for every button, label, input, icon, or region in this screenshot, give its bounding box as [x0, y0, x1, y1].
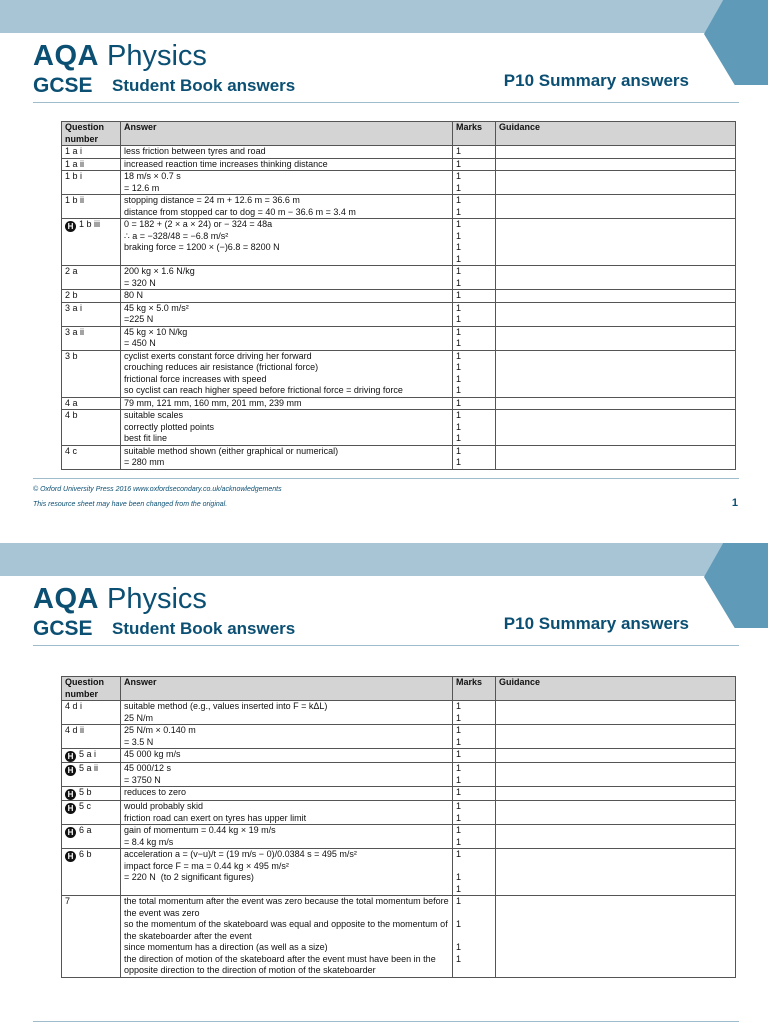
- answer-line: = 8.4 kg m/s: [124, 836, 174, 847]
- table-row: [62, 397, 736, 410]
- mark-value: 1: [456, 158, 462, 169]
- table-header-row: [62, 122, 736, 146]
- copyright-text: © Oxford University Press 2016 www.oxfordsecondary.co.uk/acknowledgements: [33, 486, 282, 493]
- answers-table-page-2: [61, 676, 736, 978]
- mark-value: 1: [456, 849, 462, 859]
- guidance-cell: [496, 350, 736, 397]
- mark-value: 1: [456, 787, 462, 797]
- marks-cell: [453, 825, 496, 849]
- marks-cell: [453, 849, 496, 896]
- answer-line: acceleration a = (v−u)/t = (19 m/s − 0)/0.0384 s = 495 m/s²: [124, 849, 357, 859]
- question-number: 2 b: [65, 290, 78, 300]
- answer-line: =225 N: [124, 314, 154, 324]
- marks-cell: [453, 171, 496, 195]
- answer-cell: [121, 302, 453, 326]
- answer-line: correctly plotted points: [124, 421, 215, 432]
- question-number-cell: [62, 219, 121, 266]
- answer-line: 45 000/12 s: [124, 763, 172, 773]
- table-row: [62, 825, 736, 849]
- higher-tier-icon: H: [65, 827, 76, 838]
- table-row: [62, 195, 736, 219]
- summary-title: P10 Summary answers: [503, 71, 689, 90]
- answer-line: 18 m/s × 0.7 s: [124, 171, 181, 181]
- mark-value: 1: [456, 872, 462, 882]
- guidance-cell: [496, 825, 736, 849]
- table-row: [62, 445, 736, 469]
- question-number-cell: [62, 763, 121, 787]
- table-row: [62, 158, 736, 171]
- answer-cell: [121, 171, 453, 195]
- aqa-logo: AQA: [33, 40, 99, 72]
- col-answer: Answer: [121, 122, 453, 146]
- question-number-cell: [62, 725, 121, 749]
- header-rule: [33, 645, 739, 646]
- question-number: 1 b i: [65, 171, 83, 181]
- physics-logo-text: Physics: [107, 583, 207, 615]
- guidance-cell: [496, 749, 736, 763]
- answer-cell: [121, 445, 453, 469]
- answer-line: 45 kg × 10 N/kg: [124, 326, 188, 337]
- table-row: [62, 350, 736, 397]
- answer-line: 45 kg × 5.0 m/s²: [124, 302, 189, 313]
- table-row: [62, 171, 736, 195]
- question-number: 1 b iii: [79, 219, 101, 229]
- mark-value: 1: [456, 253, 462, 264]
- question-number-cell: [62, 290, 121, 303]
- guidance-cell: [496, 195, 736, 219]
- answer-line: best fit line: [124, 433, 168, 443]
- guidance-cell: [496, 896, 736, 978]
- mark-value: 1: [456, 749, 462, 759]
- summary-title: P10 Summary answers: [503, 614, 689, 633]
- answer-line: stopping distance = 24 m + 12.6 m = 36.6 m: [124, 195, 300, 205]
- table-row: [62, 849, 736, 896]
- question-number-cell: [62, 158, 121, 171]
- col-marks: Marks: [453, 677, 496, 701]
- answer-cell: [121, 749, 453, 763]
- footer-note: This resource sheet may have been changed from the original.: [33, 501, 228, 508]
- question-number: 1 a i: [65, 146, 83, 156]
- col-answer: Answer: [121, 677, 453, 701]
- answer-line: ∴ a = −328/48 = −6.8 m/s²: [124, 230, 229, 241]
- higher-tier-icon: H: [65, 789, 76, 800]
- answer-line: = 280 mm: [124, 457, 165, 467]
- marks-cell: [453, 410, 496, 446]
- guidance-cell: [496, 302, 736, 326]
- footer-rule: [33, 478, 739, 479]
- subtitle: Student Book answers: [112, 619, 296, 638]
- answer-line: frictional force increases with speed: [124, 373, 267, 384]
- question-number-cell: [62, 849, 121, 896]
- mark-value: 1: [456, 445, 462, 456]
- marks-cell: [453, 326, 496, 350]
- answer-cell: [121, 326, 453, 350]
- mark-value: 1: [456, 338, 462, 348]
- table-row: [62, 146, 736, 159]
- higher-tier-icon: H: [65, 765, 76, 776]
- guidance-cell: [496, 445, 736, 469]
- question-number: 2 a: [65, 266, 78, 276]
- header-band: [0, 543, 768, 576]
- marks-cell: [453, 397, 496, 410]
- mark-value: 1: [456, 350, 462, 361]
- mark-value: 1: [456, 812, 462, 823]
- mark-value: 1: [456, 206, 462, 217]
- table-row: [62, 896, 736, 978]
- mark-value: 1: [456, 883, 462, 894]
- question-number-cell: [62, 749, 121, 763]
- guidance-cell: [496, 219, 736, 266]
- marks-cell: [453, 158, 496, 171]
- question-number-cell: [62, 350, 121, 397]
- mark-value: 1: [456, 433, 462, 443]
- marks-cell: [453, 445, 496, 469]
- answer-line: so the momentum of the skateboard was equal and opposite to the momentum of the skateboarder after the event: [124, 919, 451, 941]
- question-number: 6 a: [79, 825, 92, 835]
- marks-cell: [453, 787, 496, 801]
- table-row: [62, 326, 736, 350]
- question-number: 4 b: [65, 410, 78, 420]
- mark-value: 1: [456, 774, 462, 785]
- question-number-cell: [62, 701, 121, 725]
- answer-cell: [121, 763, 453, 787]
- mark-value: 1: [456, 836, 462, 847]
- page-number: 1: [731, 497, 738, 509]
- aqa-logo: AQA: [33, 583, 99, 615]
- mark-value: 1: [456, 373, 462, 384]
- guidance-cell: [496, 266, 736, 290]
- question-number: 4 d i: [65, 701, 83, 711]
- question-number-cell: [62, 410, 121, 446]
- question-number: 7: [65, 896, 71, 906]
- question-number: 5 a ii: [79, 763, 99, 773]
- mark-value: 1: [456, 362, 462, 372]
- mark-value: 1: [456, 171, 462, 181]
- table-row: [62, 787, 736, 801]
- col-question: Question number: [62, 677, 121, 701]
- mark-value: 1: [456, 763, 462, 773]
- marks-cell: [453, 266, 496, 290]
- gcse-logo: GCSE: [33, 617, 93, 640]
- table-row: [62, 749, 736, 763]
- question-number: 4 d ii: [65, 725, 85, 735]
- answer-line: suitable scales: [124, 410, 184, 420]
- guidance-cell: [496, 787, 736, 801]
- marks-cell: [453, 725, 496, 749]
- answer-line: 0 = 182 + (2 × a × 24) or − 324 = 48a: [124, 219, 273, 229]
- mark-value: 1: [456, 219, 462, 229]
- answer-line: 80 N: [124, 290, 144, 300]
- page-gap: [0, 512, 768, 543]
- question-number-cell: [62, 266, 121, 290]
- guidance-cell: [496, 763, 736, 787]
- question-number-cell: [62, 302, 121, 326]
- mark-value: 1: [456, 410, 462, 420]
- marks-cell: [453, 701, 496, 725]
- question-number: 6 b: [79, 849, 92, 859]
- guidance-cell: [496, 801, 736, 825]
- question-number: 1 a ii: [65, 158, 85, 169]
- mark-value: 1: [456, 146, 462, 156]
- answer-line: crouching reduces air resistance (frictional force): [124, 362, 319, 372]
- table-body: [62, 146, 736, 470]
- guidance-cell: [496, 397, 736, 410]
- table-row: [62, 410, 736, 446]
- col-guidance: Guidance: [496, 122, 736, 146]
- question-number: 3 a ii: [65, 326, 85, 337]
- mark-value: 1: [456, 725, 462, 735]
- question-number-cell: [62, 195, 121, 219]
- question-number: 4 c: [65, 445, 78, 456]
- question-number-cell: [62, 445, 121, 469]
- mark-value: 1: [456, 701, 462, 711]
- question-number-cell: [62, 801, 121, 825]
- col-question: Question number: [62, 122, 121, 146]
- mark-value: 1: [456, 919, 462, 929]
- guidance-cell: [496, 146, 736, 159]
- answer-line: = 220 N (to 2 significant figures): [124, 872, 254, 882]
- table-row: [62, 266, 736, 290]
- gcse-logo: GCSE: [33, 74, 93, 97]
- answer-cell: [121, 158, 453, 171]
- physics-logo-text: Physics: [107, 40, 207, 72]
- marks-cell: [453, 763, 496, 787]
- question-number-cell: [62, 171, 121, 195]
- answer-line: 25 N/m: [124, 712, 154, 723]
- answer-cell: [121, 849, 453, 896]
- table-body: [62, 701, 736, 978]
- answer-line: = 3750 N: [124, 774, 161, 785]
- answer-line: suitable method shown (either graphical or numerical): [124, 445, 339, 456]
- mark-value: 1: [456, 825, 462, 835]
- marks-cell: [453, 195, 496, 219]
- answer-cell: [121, 219, 453, 266]
- question-number: 5 a i: [79, 749, 97, 759]
- question-number-cell: [62, 787, 121, 801]
- mark-value: 1: [456, 195, 462, 205]
- answer-cell: [121, 290, 453, 303]
- guidance-cell: [496, 158, 736, 171]
- answer-cell: [121, 896, 453, 978]
- answer-line: = 320 N: [124, 277, 156, 288]
- col-marks: Marks: [453, 122, 496, 146]
- answer-cell: [121, 701, 453, 725]
- answer-line: would probably skid: [124, 801, 204, 811]
- mark-value: [456, 908, 492, 920]
- answers-table-page-1: [61, 121, 736, 470]
- answer-cell: [121, 825, 453, 849]
- guidance-cell: [496, 410, 736, 446]
- mark-value: 1: [456, 290, 462, 300]
- mark-value: [456, 931, 492, 943]
- mark-value: 1: [456, 266, 462, 276]
- answer-line: so cyclist can reach higher speed before frictional force = driving force: [124, 385, 403, 395]
- page-2: [0, 543, 768, 1024]
- table-row: [62, 701, 736, 725]
- mark-value: 1: [456, 421, 462, 432]
- question-number: 5 c: [79, 801, 92, 811]
- answer-cell: [121, 801, 453, 825]
- marks-cell: [453, 749, 496, 763]
- mark-value: 1: [456, 942, 462, 952]
- answer-cell: [121, 350, 453, 397]
- mark-value: 1: [456, 801, 462, 811]
- question-number: 3 a i: [65, 302, 83, 313]
- answer-line: 200 kg × 1.6 N/kg: [124, 266, 195, 276]
- table-row: [62, 290, 736, 303]
- higher-tier-icon: H: [65, 751, 76, 762]
- question-number-cell: [62, 825, 121, 849]
- table-header-row: [62, 677, 736, 701]
- mark-value: 1: [456, 314, 462, 324]
- header-rule: [33, 102, 739, 103]
- guidance-cell: [496, 849, 736, 896]
- answer-line: increased reaction time increases thinking distance: [124, 158, 328, 169]
- marks-cell: [453, 219, 496, 266]
- table-row: [62, 763, 736, 787]
- mark-value: [456, 861, 492, 873]
- question-number: 4 a: [65, 397, 78, 408]
- marks-cell: [453, 801, 496, 825]
- question-number: 3 b: [65, 350, 78, 361]
- answer-cell: [121, 787, 453, 801]
- guidance-cell: [496, 701, 736, 725]
- question-number-cell: [62, 896, 121, 978]
- answer-line: cyclist exerts constant force driving her forward: [124, 350, 312, 361]
- answer-cell: [121, 146, 453, 159]
- mark-value: 1: [456, 242, 462, 252]
- guidance-cell: [496, 290, 736, 303]
- mark-value: 1: [456, 230, 462, 241]
- table-row: [62, 219, 736, 266]
- answer-line: = 450 N: [124, 338, 156, 348]
- answer-line: distance from stopped car to dog = 40 m − 36.6 m = 3.4 m: [124, 206, 356, 217]
- higher-tier-icon: H: [65, 803, 76, 814]
- mark-value: 1: [456, 953, 462, 964]
- mark-value: 1: [456, 457, 462, 467]
- answer-line: braking force = 1200 × (−)6.8 = 8200 N: [124, 242, 280, 252]
- guidance-cell: [496, 326, 736, 350]
- mark-value: 1: [456, 326, 462, 337]
- question-number: 5 b: [79, 787, 92, 797]
- mark-value: 1: [456, 385, 462, 395]
- answer-line: since momentum has a direction (as well as a size): [124, 942, 328, 952]
- mark-value: 1: [456, 712, 462, 723]
- answer-line: = 12.6 m: [124, 182, 160, 193]
- footer-rule: [33, 1021, 739, 1022]
- answer-line: 79 mm, 121 mm, 160 mm, 201 mm, 239 mm: [124, 397, 302, 408]
- marks-cell: [453, 302, 496, 326]
- higher-tier-icon: H: [65, 851, 76, 862]
- mark-value: 1: [456, 302, 462, 313]
- mark-value: 1: [456, 736, 462, 747]
- answer-cell: [121, 410, 453, 446]
- answer-line: reduces to zero: [124, 787, 187, 797]
- col-guidance: Guidance: [496, 677, 736, 701]
- answer-line: 45 000 kg m/s: [124, 749, 181, 759]
- answer-line: the direction of motion of the skateboard after the event must have been in the opposite direction to the direction of motion of the skateboarder: [124, 953, 439, 975]
- table-row: [62, 801, 736, 825]
- answer-cell: [121, 725, 453, 749]
- question-number-cell: [62, 397, 121, 410]
- table-row: [62, 302, 736, 326]
- mark-value: 1: [456, 182, 462, 193]
- marks-cell: [453, 290, 496, 303]
- guidance-cell: [496, 725, 736, 749]
- subtitle: Student Book answers: [112, 76, 296, 95]
- answer-cell: [121, 397, 453, 410]
- answer-cell: [121, 195, 453, 219]
- higher-tier-icon: H: [65, 221, 76, 232]
- marks-cell: [453, 146, 496, 159]
- answer-line: gain of momentum = 0.44 kg × 19 m/s: [124, 825, 276, 835]
- mark-value: 1: [456, 397, 462, 408]
- table-row: [62, 725, 736, 749]
- marks-cell: [453, 350, 496, 397]
- answer-line: impact force F = ma = 0.44 kg × 495 m/s²: [124, 860, 289, 871]
- answer-line: the total momentum after the event was zero because the total momentum before the event was zero: [124, 896, 452, 918]
- question-number-cell: [62, 146, 121, 159]
- mark-value: 1: [456, 896, 462, 906]
- guidance-cell: [496, 171, 736, 195]
- mark-value: 1: [456, 277, 462, 288]
- marks-cell: [453, 896, 496, 978]
- question-number: 1 b ii: [65, 195, 85, 205]
- answer-line: less friction between tyres and road: [124, 146, 266, 156]
- answer-line: = 3.5 N: [124, 736, 154, 747]
- answer-line: friction road can exert on tyres has upper limit: [124, 812, 307, 823]
- answer-line: 25 N/m × 0.140 m: [124, 725, 196, 735]
- question-number-cell: [62, 326, 121, 350]
- answer-line: suitable method (e.g., values inserted into F = kΔL): [124, 701, 328, 711]
- answer-cell: [121, 266, 453, 290]
- header-band: [0, 0, 768, 33]
